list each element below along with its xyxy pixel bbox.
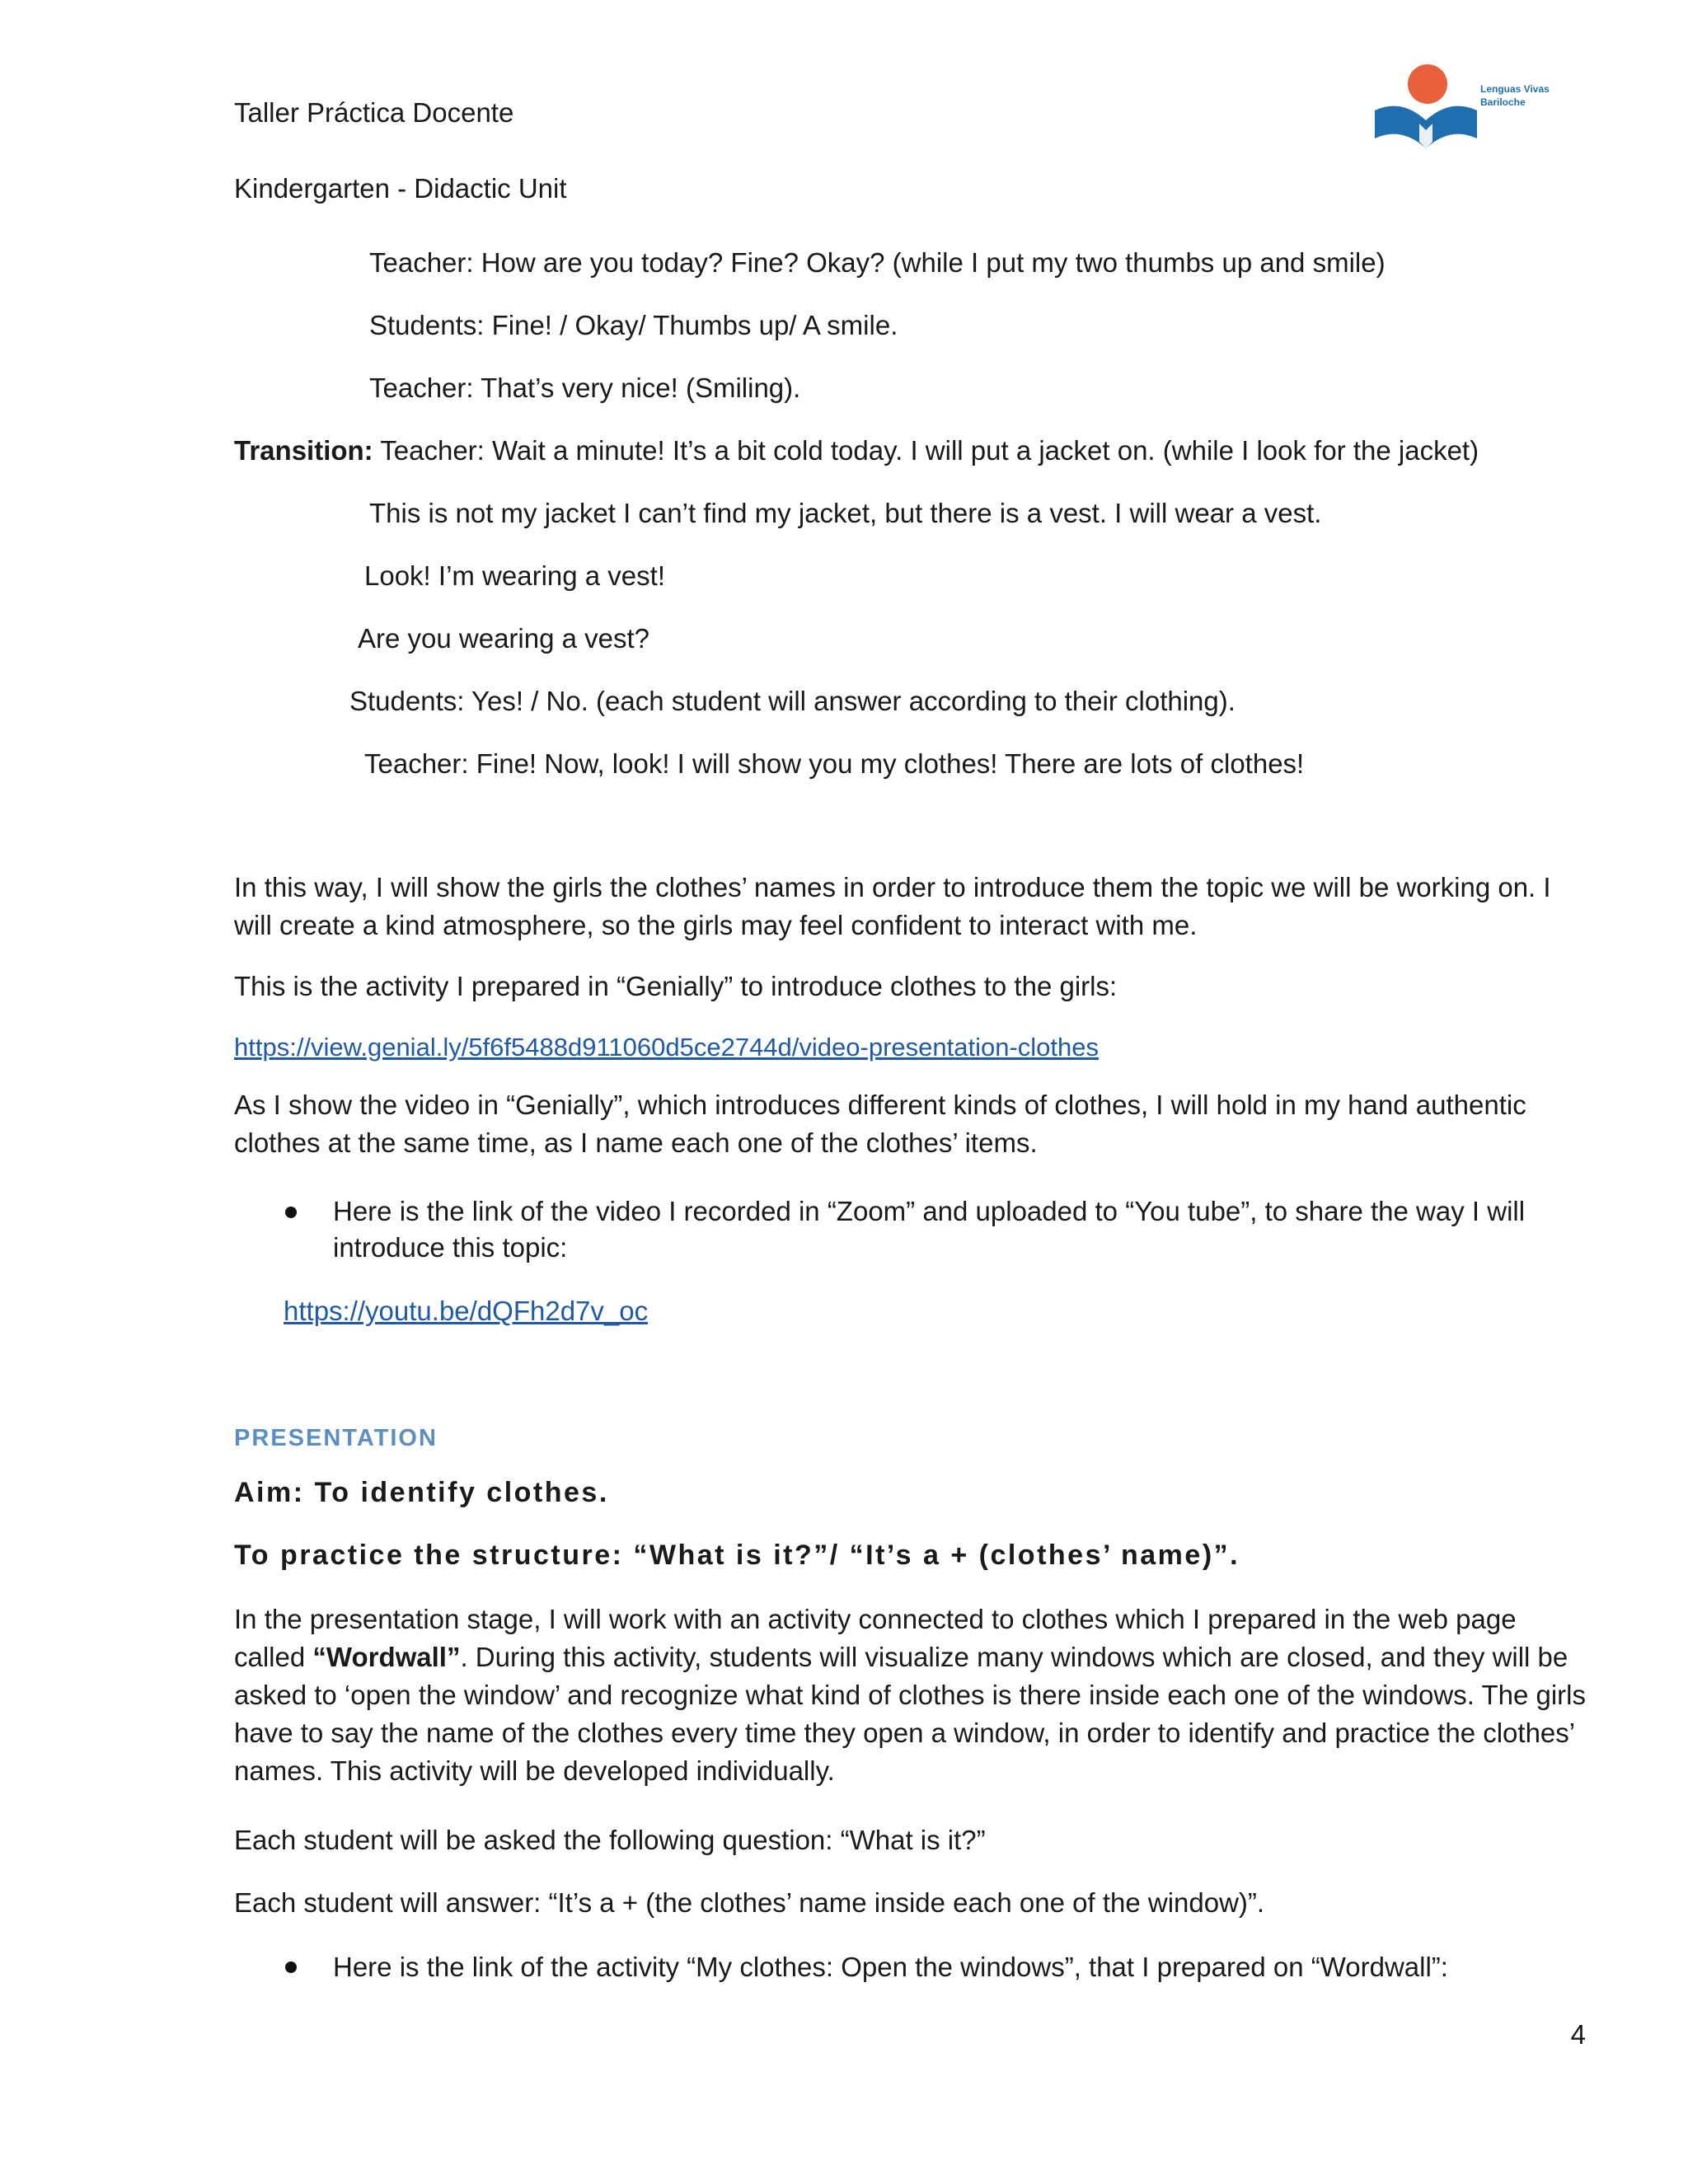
bullet-zoom-video: Here is the link of the video I recorded in “Zoom” and uploaded to “You tube”, to share the way I will introduce this topic: bbox=[333, 1196, 1526, 1263]
bullet-icon bbox=[285, 1961, 297, 1973]
page-number: 4 bbox=[1570, 2019, 1586, 2050]
aim-line-2: To practice the structure: “What is it?”/ “It’s a + (clothes’ name)”. bbox=[234, 1540, 1240, 1571]
wordwall-text-a: In the presentation stage, I will work with an activity connected to clothes which I prepared in the web page called bbox=[234, 1604, 1517, 1672]
header-subtitle: Kindergarten - Didactic Unit bbox=[234, 173, 567, 204]
dialogue-line-3: Teacher: That’s very nice! (Smiling). bbox=[369, 373, 801, 403]
dialogue-line-7: Are you wearing a vest? bbox=[358, 623, 650, 654]
paragraph-wordwall bbox=[234, 1601, 1586, 1790]
genially-link[interactable]: https://view.genial.ly/5f6f5488d911060d5ce2744d/video-presentation-clothes bbox=[234, 1033, 1100, 1062]
bullet-wordwall-link: Here is the link of the activity “My clothes: Open the windows”, that I prepared on “Wordwall”: bbox=[333, 1952, 1448, 1982]
youtube-link[interactable]: https://youtu.be/dQFh2d7v_oc bbox=[284, 1296, 649, 1326]
paragraph-question: Each student will be asked the following question: “What is it?” bbox=[234, 1825, 986, 1855]
dialogue-line-2: Students: Fine! / Okay/ Thumbs up/ A smile. bbox=[369, 310, 898, 340]
lenguas-vivas-logo bbox=[1368, 59, 1566, 158]
svg-text:Bariloche: Bariloche bbox=[1480, 96, 1526, 108]
paragraph-genially: This is the activity I prepared in “Genially” to introduce clothes to the girls: bbox=[234, 971, 1118, 1001]
paragraph-video: As I show the video in “Genially”, which introduces different kinds of clothes, I will hold in my hand authentic clothes at the same time, as I name each one of the clothes’ items. bbox=[234, 1090, 1526, 1158]
aim-line-1: Aim: To identify clothes. bbox=[234, 1477, 609, 1508]
svg-text:Lenguas Vivas: Lenguas Vivas bbox=[1480, 83, 1550, 95]
dialogue-line-1: Teacher: How are you today? Fine? Okay? (while I put my two thumbs up and smile) bbox=[369, 247, 1386, 278]
wordwall-text-b: . During this activity, students will visualize many windows which are closed, and they will be asked to ‘open the window’ and recognize what kind of clothes is there inside each one of the windows. The girls have to say the name of the clothes every time they open a window, in order to identify and practice the clothes’ names. This activity will be developed individually. bbox=[234, 1642, 1586, 1786]
dialogue-line-8: Students: Yes! / No. (each student will answer according to their clothing). bbox=[349, 686, 1236, 716]
dialogue-line-5: This is not my jacket I can’t find my jacket, but there is a vest. I will wear a vest. bbox=[369, 498, 1322, 528]
dialogue-line-6: Look! I’m wearing a vest! bbox=[364, 560, 665, 591]
dialogue-line-9: Teacher: Fine! Now, look! I will show you my clothes! There are lots of clothes! bbox=[364, 748, 1305, 779]
wordwall-bold: “Wordwall” bbox=[312, 1642, 461, 1672]
header-title: Taller Práctica Docente bbox=[234, 97, 514, 128]
section-heading: PRESENTATION bbox=[234, 1425, 438, 1451]
paragraph-intro: In this way, I will show the girls the clothes’ names in order to introduce them the topic we will be working on. I will create a kind atmosphere, so the girls may feel confident to interact with me. bbox=[234, 872, 1551, 940]
bullet-icon bbox=[285, 1207, 297, 1218]
transition-label: Transition: bbox=[234, 435, 373, 466]
transition-line bbox=[234, 432, 1479, 470]
paragraph-answer: Each student will answer: “It’s a + (the clothes’ name inside each one of the window)”. bbox=[234, 1887, 1265, 1918]
transition-text: Teacher: Wait a minute! It’s a bit cold today. I will put a jacket on. (while I look for the jacket) bbox=[373, 435, 1479, 466]
